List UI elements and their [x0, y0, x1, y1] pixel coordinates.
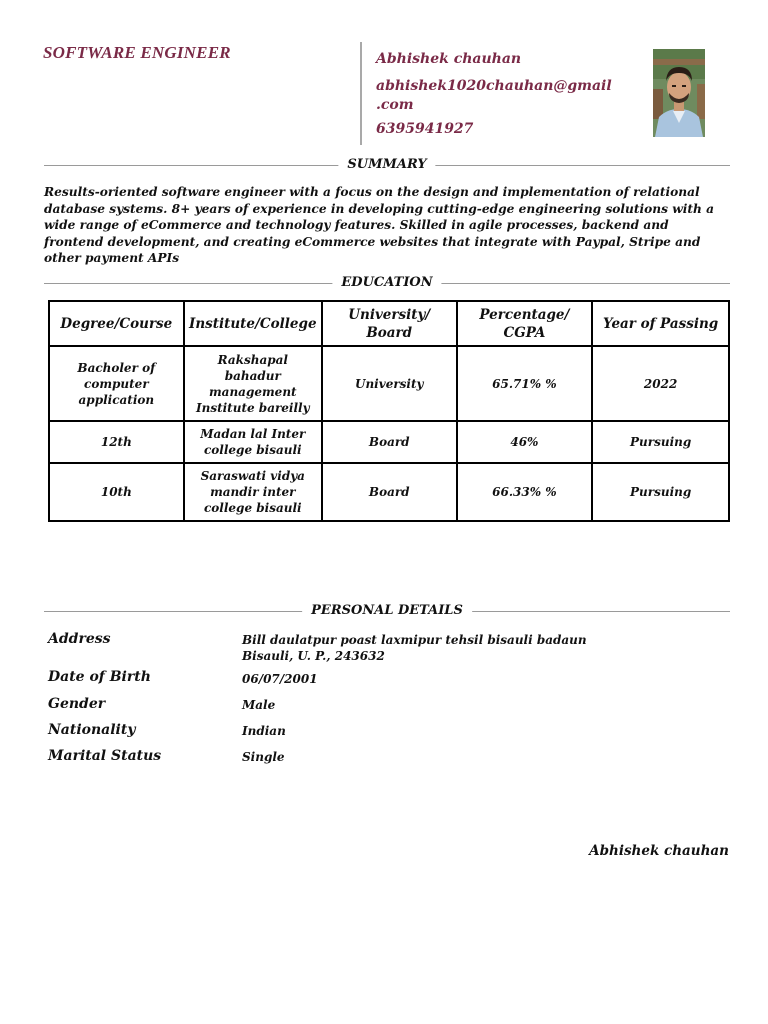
candidate-name: Abhishek chauhan	[376, 51, 522, 67]
nationality-value: Indian	[242, 724, 286, 738]
signature-name: Abhishek chauhan	[589, 843, 729, 859]
table-row	[50, 347, 728, 420]
email-part-2: .com	[376, 97, 414, 113]
table-cell: Saraswati vidya mandir inter college bisauli	[185, 464, 321, 520]
summary-heading: SUMMARY	[338, 157, 435, 173]
table-cell: 2022	[593, 347, 728, 420]
table-cell: 10th	[50, 464, 183, 520]
table-cell: Pursuing	[593, 464, 728, 520]
personal-details-heading: PERSONAL DETAILS	[302, 603, 472, 619]
profile-photo	[653, 49, 705, 137]
marital-status-value: Single	[242, 750, 285, 764]
table-cell: Board	[323, 422, 456, 462]
column-header: Degree/Course	[50, 302, 183, 345]
column-header: University/ Board	[323, 302, 456, 345]
marital-status-label: Marital Status	[48, 748, 162, 764]
table-cell: Bacholer of computer application	[50, 347, 183, 420]
table-row	[50, 422, 728, 462]
table-row	[50, 464, 728, 520]
table-cell: Pursuing	[593, 422, 728, 462]
table-cell: Rakshapal bahadur management Institute bareilly	[185, 347, 321, 420]
table-cell: 65.71% %	[458, 347, 592, 420]
education-section-header	[44, 275, 730, 291]
summary-section-header	[44, 157, 730, 173]
table-cell: 46%	[458, 422, 592, 462]
candidate-phone[interactable]: 6395941927	[376, 121, 474, 137]
gender-label: Gender	[48, 696, 106, 712]
column-header: Institute/College	[185, 302, 321, 345]
table-cell: University	[323, 347, 456, 420]
column-header: Year of Passing	[593, 302, 728, 345]
personal-details-section-header	[44, 603, 730, 619]
column-header: Percentage/ CGPA	[458, 302, 592, 345]
gender-value: Male	[242, 698, 276, 712]
table-cell: Board	[323, 464, 456, 520]
dob-value: 06/07/2001	[242, 672, 318, 686]
nationality-label: Nationality	[48, 722, 136, 738]
candidate-email[interactable]	[376, 77, 616, 115]
address-label: Address	[48, 631, 111, 647]
address-line-2: Bisauli, U. P., 243632	[242, 649, 385, 663]
header-divider	[360, 42, 362, 145]
table-cell: 66.33% %	[458, 464, 592, 520]
table-header-row	[50, 302, 728, 345]
education-table	[48, 300, 730, 522]
summary-text: Results-oriented software engineer with a focus on the design and implementation of relational database systems. 8+ years of experience in developing cutting-edge engineering solutions with a wide range of eCommerce and technology features. Skilled in agile processes, backend and frontend development, and creating eCommerce websites that integrate with Paypal, Stripe and other payment APIs	[44, 185, 715, 266]
education-heading: EDUCATION	[332, 275, 441, 291]
table-cell: 12th	[50, 422, 183, 462]
dob-label: Date of Birth	[48, 669, 151, 685]
email-part-1: abhishek1020chauhan@gmail	[376, 78, 612, 94]
table-cell: Madan lal Inter college bisauli	[185, 422, 321, 462]
address-line-1: Bill daulatpur poast laxmipur tehsil bisauli badaun	[242, 633, 587, 647]
address-value	[242, 632, 587, 664]
job-title: SOFTWARE ENGINEER	[43, 43, 231, 62]
